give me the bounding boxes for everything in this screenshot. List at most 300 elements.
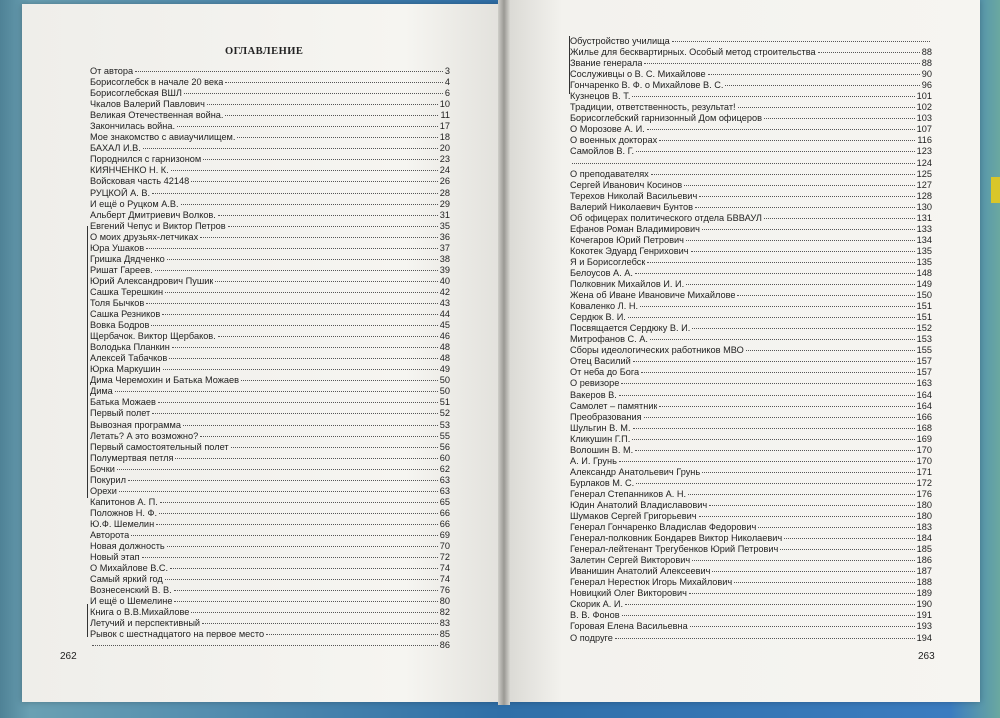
toc-leader-dots — [758, 527, 914, 528]
toc-entry-title: Юрка Маркушин — [90, 364, 161, 375]
toc-entry-title: Борисоглебск в начале 20 века — [90, 77, 224, 88]
toc-leader-dots — [737, 295, 914, 296]
toc-leader-dots — [702, 472, 914, 473]
toc-entry-title: Терехов Николай Васильевич — [570, 190, 698, 201]
toc-entry-title: Самойлов В. Г. — [570, 146, 635, 157]
toc-entry — [90, 276, 450, 287]
toc-entry-title: Александр Анатольевич Грунь — [570, 466, 701, 477]
toc-entry-title: Капитонов А. П. — [90, 496, 158, 507]
toc-entry-title: Генерал-лейтенант Трегубенков Юрий Петрович — [570, 544, 779, 555]
toc-entry-page: 151 — [916, 312, 932, 323]
toc-entry-page: 50 — [439, 386, 450, 397]
toc-leader-dots — [738, 107, 915, 108]
toc-entry-page: 166 — [916, 411, 932, 422]
toc-leader-dots — [174, 601, 437, 602]
toc-leader-dots — [119, 491, 438, 492]
toc-entry-page: 103 — [916, 113, 932, 124]
toc-entry-title: Авторота — [90, 529, 130, 540]
toc-leader-dots — [128, 480, 438, 481]
toc-entry-title: Я и Борисоглебск — [570, 256, 646, 267]
toc-entry — [570, 36, 932, 47]
toc-leader-dots — [659, 140, 915, 141]
toc-leader-dots — [181, 204, 438, 205]
toc-entry-title: КИЯНЧЕНКО Н. К. — [90, 165, 169, 176]
toc-entry-title: А. И. Грунь — [570, 455, 617, 466]
toc-entry-title: Преобразования — [570, 411, 642, 422]
toc-entry — [90, 243, 450, 254]
toc-entry — [90, 486, 450, 497]
toc-entry-page: 180 — [916, 511, 932, 522]
toc-entry — [90, 77, 450, 88]
toc-leader-dots — [146, 303, 438, 304]
toc-entry-title: Обустройство училища — [570, 36, 670, 46]
toc-leader-dots — [231, 447, 438, 448]
toc-entry-page: 116 — [917, 135, 932, 146]
toc-leader-dots — [692, 328, 914, 329]
toc-leader-dots — [131, 535, 438, 536]
toc-entry-page: 176 — [916, 488, 932, 499]
toc-leader-dots — [171, 170, 438, 171]
toc-entry-page: 46 — [439, 331, 450, 342]
toc-entry-title: Горовая Елена Васильевна — [570, 621, 688, 632]
toc-entry-title: О военных докторах — [570, 135, 658, 146]
toc-entry-title: Володька Планкин — [90, 342, 170, 353]
toc-leader-dots — [644, 417, 915, 418]
toc-list-right — [570, 36, 932, 644]
toc-leader-dots — [167, 546, 438, 547]
margin-bracket — [87, 226, 88, 498]
toc-entry — [570, 478, 932, 489]
toc-entry-page: 24 — [439, 165, 450, 176]
toc-entry-page: 72 — [439, 552, 450, 563]
toc-entry — [90, 574, 450, 585]
toc-entry-title: Гончаренко В. Ф. о Михайлове В. С. — [570, 80, 724, 91]
toc-entry — [570, 180, 932, 191]
toc-entry — [570, 246, 932, 257]
toc-entry — [570, 146, 932, 157]
toc-entry — [570, 235, 932, 246]
toc-entry — [570, 522, 932, 533]
toc-leader-dots — [619, 461, 915, 462]
toc-leader-dots — [225, 115, 438, 116]
margin-bracket — [569, 36, 570, 94]
toc-entry-title: Борисоглебский гарнизонный Дом офицеров — [570, 113, 762, 124]
toc-entry-page: 164 — [916, 400, 932, 411]
toc-entry — [570, 633, 932, 644]
toc-entry-page: 135 — [916, 245, 932, 256]
toc-entry-page: 36 — [439, 231, 450, 242]
toc-leader-dots — [764, 118, 915, 119]
toc-entry-page: 193 — [916, 621, 932, 632]
toc-leader-dots — [619, 395, 915, 396]
toc-leader-dots — [167, 259, 438, 260]
toc-entry-title: Мое знакомство с авиаучилищем. — [90, 132, 236, 143]
toc-entry — [570, 102, 932, 113]
toc-entry-page: 163 — [916, 378, 932, 389]
page-number-left: 262 — [60, 651, 77, 662]
toc-entry-page: 149 — [916, 279, 932, 290]
toc-entry-page: 101 — [916, 91, 932, 102]
toc-entry — [570, 301, 932, 312]
toc-entry-title: И ещё о Шемелине — [90, 596, 173, 607]
toc-entry-title: О Михайлове В.С. — [90, 563, 169, 574]
toc-entry-title: Войсковая часть 42148 — [90, 176, 190, 187]
toc-entry-page: 127 — [916, 179, 932, 190]
toc-entry-page: 102 — [916, 102, 932, 113]
toc-entry — [90, 397, 450, 408]
toc-entry-page: 66 — [439, 507, 450, 518]
toc-leader-dots — [708, 74, 920, 75]
toc-entry — [90, 154, 450, 165]
toc-entry — [90, 386, 450, 397]
toc-entry — [570, 423, 932, 434]
toc-entry — [570, 577, 932, 588]
toc-entry — [90, 585, 450, 596]
toc-entry — [570, 91, 932, 102]
toc-entry-page: 90 — [921, 69, 932, 80]
toc-entry-page: 44 — [439, 309, 450, 320]
toc-entry — [570, 257, 932, 268]
toc-list-left — [90, 66, 450, 651]
toc-entry-title: Валерий Николаевич Бунтов — [570, 201, 693, 212]
toc-entry-title: РУЦКОЙ А. В. — [90, 187, 151, 198]
toc-entry — [90, 552, 450, 563]
toc-leader-dots — [170, 568, 438, 569]
toc-entry-title: Евгений Чепус и Виктор Петров — [90, 220, 226, 231]
toc-entry-title: Рывок с шестнадцатого на первое место — [90, 629, 265, 640]
toc-entry-page: 88 — [921, 47, 932, 58]
toc-entry-page: 153 — [916, 334, 932, 345]
toc-entry-page: 172 — [916, 477, 932, 488]
toc-entry-page: 152 — [916, 323, 932, 334]
toc-leader-dots — [725, 85, 919, 86]
toc-entry-title: Новая должность — [90, 541, 165, 552]
toc-entry — [90, 199, 450, 210]
toc-entry-page: 80 — [439, 596, 450, 607]
toc-entry — [90, 176, 450, 187]
toc-entry — [90, 331, 450, 342]
toc-leader-dots — [152, 413, 438, 414]
toc-entry-title: Посвящается Сердюку В. И. — [570, 323, 691, 334]
toc-entry-page: 186 — [916, 555, 932, 566]
toc-entry-title: Юрий Александрович Пушик — [90, 275, 214, 286]
toc-entry-page: 52 — [439, 408, 450, 419]
toc-entry-title: Великая Отечественная война. — [90, 110, 224, 121]
toc-entry-page: 4 — [444, 77, 450, 88]
toc-entry-page: 6 — [444, 88, 450, 99]
toc-entry — [90, 497, 450, 508]
toc-entry-page: 20 — [439, 143, 450, 154]
toc-entry-title: Вовка Бодров — [90, 320, 150, 331]
toc-entry — [90, 530, 450, 541]
toc-entry — [570, 290, 932, 301]
book-spine — [498, 0, 510, 705]
toc-leader-dots — [177, 126, 438, 127]
toc-leader-dots — [225, 82, 443, 83]
toc-entry — [570, 124, 932, 135]
toc-leader-dots — [691, 251, 915, 252]
toc-leader-dots — [191, 181, 438, 182]
toc-entry-page: 164 — [916, 389, 932, 400]
toc-leader-dots — [688, 494, 915, 495]
toc-leader-dots — [92, 645, 438, 646]
toc-leader-dots — [228, 226, 438, 227]
toc-leader-dots — [218, 336, 438, 337]
toc-leader-dots — [218, 215, 438, 216]
toc-leader-dots — [169, 358, 437, 359]
margin-bracket — [87, 604, 88, 637]
toc-entry-title: Вывозная программа — [90, 419, 181, 430]
toc-entry-page: 76 — [439, 585, 450, 596]
toc-entry-title: Альберт Дмитриевич Волков. — [90, 209, 216, 220]
toc-entry-title: Сборы идеологических работников МВО — [570, 345, 744, 356]
toc-entry-title: Дима — [90, 386, 113, 397]
toc-entry — [90, 596, 450, 607]
toc-entry-page: 42 — [439, 286, 450, 297]
toc-entry — [570, 533, 932, 544]
toc-entry-title: Ефанов Роман Владимирович — [570, 223, 700, 234]
toc-entry-page: 194 — [916, 632, 932, 643]
toc-entry-title: Самый яркий год — [90, 574, 163, 585]
toc-entry-title: Коваленко Л. Н. — [570, 301, 639, 312]
toc-entry — [570, 169, 932, 180]
toc-leader-dots — [175, 458, 437, 459]
toc-entry-page: 183 — [916, 522, 932, 533]
toc-entry-title: Сергей Иванович Косинов — [570, 179, 683, 190]
toc-entry — [570, 390, 932, 401]
toc-leader-dots — [633, 361, 915, 362]
toc-entry-page: 49 — [439, 364, 450, 375]
toc-entry-page: 28 — [439, 187, 450, 198]
toc-leader-dots — [784, 538, 914, 539]
toc-entry-page: 26 — [439, 176, 450, 187]
toc-entry — [570, 456, 932, 467]
toc-entry-title: БАХАЛ И.В. — [90, 143, 141, 154]
toc-leader-dots — [184, 93, 443, 94]
toc-entry-title: От неба до Бога — [570, 367, 640, 378]
toc-entry — [570, 367, 932, 378]
toc-entry-title: Бочки — [90, 463, 115, 474]
toc-entry — [570, 334, 932, 345]
toc-entry-page: 191 — [916, 610, 932, 621]
toc-entry — [570, 555, 932, 566]
toc-leader-dots — [692, 560, 914, 561]
toc-leader-dots — [115, 391, 438, 392]
toc-entry-page: 82 — [439, 607, 450, 618]
toc-leader-dots — [734, 582, 914, 583]
toc-leader-dots — [162, 314, 438, 315]
toc-leader-dots — [689, 593, 915, 594]
toc-leader-dots — [202, 623, 438, 624]
toc-entry-title: Бурлаков М. С. — [570, 477, 635, 488]
page-number-right: 263 — [918, 651, 935, 662]
toc-entry-page: 63 — [439, 474, 450, 485]
toc-leader-dots — [636, 483, 914, 484]
toc-entry — [90, 132, 450, 143]
toc-entry-title: Залетин Сергей Викторович — [570, 555, 691, 566]
toc-leader-dots — [702, 229, 915, 230]
toc-leader-dots — [636, 151, 915, 152]
toc-leader-dots — [174, 590, 438, 591]
toc-entry — [570, 511, 932, 522]
toc-entry-page: 155 — [916, 345, 932, 356]
toc-entry — [90, 640, 450, 651]
toc-leader-dots — [165, 579, 438, 580]
toc-entry — [90, 563, 450, 574]
toc-entry-title: Первый полет — [90, 408, 151, 419]
toc-entry-page: 69 — [439, 529, 450, 540]
toc-entry-page: 40 — [439, 275, 450, 286]
toc-entry — [570, 356, 932, 367]
toc-entry — [570, 279, 932, 290]
page-title: ОГЛАВЛЕНИЕ — [225, 46, 304, 57]
toc-entry — [90, 110, 450, 121]
toc-entry — [90, 287, 450, 298]
toc-entry — [90, 464, 450, 475]
toc-entry-title: Ришат Гареев. — [90, 264, 153, 275]
toc-leader-dots — [200, 237, 438, 238]
toc-entry-title: О подруге — [570, 632, 613, 643]
toc-entry — [570, 158, 932, 169]
toc-entry — [90, 364, 450, 375]
toc-entry-title: Новый этап — [90, 552, 140, 563]
toc-entry-page: 180 — [916, 499, 932, 510]
toc-leader-dots — [818, 52, 920, 53]
toc-entry — [570, 135, 932, 146]
toc-entry-page: 124 — [916, 157, 932, 168]
toc-leader-dots — [764, 218, 915, 219]
toc-entry-page: 188 — [916, 577, 932, 588]
toc-entry-page: 10 — [439, 99, 450, 110]
toc-entry-page: 63 — [439, 485, 450, 496]
toc-entry-page: 86 — [439, 640, 450, 651]
toc-entry-page: 48 — [439, 353, 450, 364]
toc-leader-dots — [183, 425, 438, 426]
toc-entry-title: Полумертвая петля — [90, 452, 174, 463]
toc-entry-title: Сашка Терешкин — [90, 286, 164, 297]
toc-leader-dots — [156, 524, 438, 525]
toc-leader-dots — [712, 571, 914, 572]
toc-leader-dots — [163, 369, 438, 370]
toc-entry — [90, 353, 450, 364]
toc-entry — [90, 375, 450, 386]
toc-entry — [90, 298, 450, 309]
toc-leader-dots — [746, 350, 915, 351]
toc-entry — [570, 191, 932, 202]
toc-leader-dots — [151, 325, 437, 326]
toc-leader-dots — [158, 402, 438, 403]
toc-entry — [570, 610, 932, 621]
toc-entry-title: О моих друзьях-летчиках — [90, 231, 199, 242]
toc-entry — [90, 420, 450, 431]
toc-entry-title: Закончилась война. — [90, 121, 176, 132]
toc-leader-dots — [651, 174, 915, 175]
toc-leader-dots — [699, 516, 915, 517]
toc-entry-page: 85 — [439, 629, 450, 640]
toc-leader-dots — [632, 96, 914, 97]
toc-leader-dots — [709, 505, 915, 506]
toc-entry-page: 125 — [916, 168, 932, 179]
toc-leader-dots — [622, 615, 915, 616]
toc-entry-title: Шумаков Сергей Григорьевич — [570, 511, 697, 522]
toc-entry-page: 48 — [439, 342, 450, 353]
toc-entry — [570, 544, 932, 555]
toc-entry-page: 187 — [916, 566, 932, 577]
toc-entry — [90, 309, 450, 320]
toc-leader-dots — [160, 502, 438, 503]
toc-entry-page: 56 — [439, 441, 450, 452]
toc-entry-page: 37 — [439, 242, 450, 253]
toc-entry — [90, 519, 450, 530]
toc-entry-page: 70 — [439, 541, 450, 552]
toc-entry-page: 39 — [439, 264, 450, 275]
toc-entry-page: 135 — [916, 256, 932, 267]
toc-entry-title: От автора — [90, 66, 134, 76]
toc-leader-dots — [650, 339, 915, 340]
toc-entry-page: 134 — [916, 234, 932, 245]
toc-entry-title: Сослуживцы о В. С. Михайлове — [570, 69, 706, 80]
toc-entry-page: 53 — [439, 419, 450, 430]
toc-entry-page: 17 — [439, 121, 450, 132]
toc-entry — [90, 265, 450, 276]
toc-leader-dots — [200, 436, 438, 437]
toc-leader-dots — [207, 104, 438, 105]
toc-entry-title: Жилье для бесквартирных. Особый метод строительства — [570, 47, 816, 58]
toc-entry — [90, 475, 450, 486]
toc-leader-dots — [165, 292, 438, 293]
toc-entry-title: В. В. Фонов — [570, 610, 620, 621]
toc-entry-page: 55 — [439, 430, 450, 441]
toc-entry — [90, 541, 450, 552]
toc-leader-dots — [143, 148, 438, 149]
toc-leader-dots — [684, 185, 915, 186]
toc-entry-title: Чкалов Валерий Павлович — [90, 99, 205, 110]
toc-entry-title: Летать? А это возможно? — [90, 430, 199, 441]
toc-entry-page: 171 — [916, 466, 932, 477]
toc-entry — [90, 618, 450, 629]
toc-leader-dots — [191, 612, 437, 613]
toc-entry — [90, 508, 450, 519]
toc-entry — [90, 210, 450, 221]
toc-entry-title: Жена об Иване Ивановиче Михайлове — [570, 290, 736, 301]
toc-entry-page: 23 — [439, 154, 450, 165]
toc-entry-title: Покурил — [90, 474, 126, 485]
toc-entry-title: Генерал Степанников А. Н. — [570, 488, 687, 499]
toc-entry-page: 29 — [439, 198, 450, 209]
toc-entry — [90, 453, 450, 464]
toc-entry-title: Первый самостоятельный полет — [90, 441, 229, 452]
toc-entry-title: Митрофанов С. А. — [570, 334, 648, 345]
toc-entry — [90, 188, 450, 199]
toc-entry — [570, 58, 932, 69]
toc-entry — [570, 213, 932, 224]
toc-entry-title: Об офицерах политического отдела БВВАУЛ — [570, 212, 762, 223]
toc-leader-dots — [647, 262, 914, 263]
toc-entry-title: Сердюк В. И. — [570, 312, 626, 323]
toc-entry-title: Новицкий Олег Викторович — [570, 588, 687, 599]
toc-entry-page: 35 — [439, 220, 450, 231]
toc-entry-page: 130 — [916, 201, 932, 212]
toc-entry-page: 189 — [916, 588, 932, 599]
toc-entry-title: Кочегаров Юрий Петрович — [570, 234, 684, 245]
toc-leader-dots — [690, 626, 915, 627]
toc-entry — [570, 467, 932, 478]
toc-leader-dots — [155, 270, 438, 271]
toc-entry — [90, 254, 450, 265]
toc-leader-dots — [203, 159, 438, 160]
toc-leader-dots — [625, 604, 915, 605]
toc-entry — [570, 345, 932, 356]
